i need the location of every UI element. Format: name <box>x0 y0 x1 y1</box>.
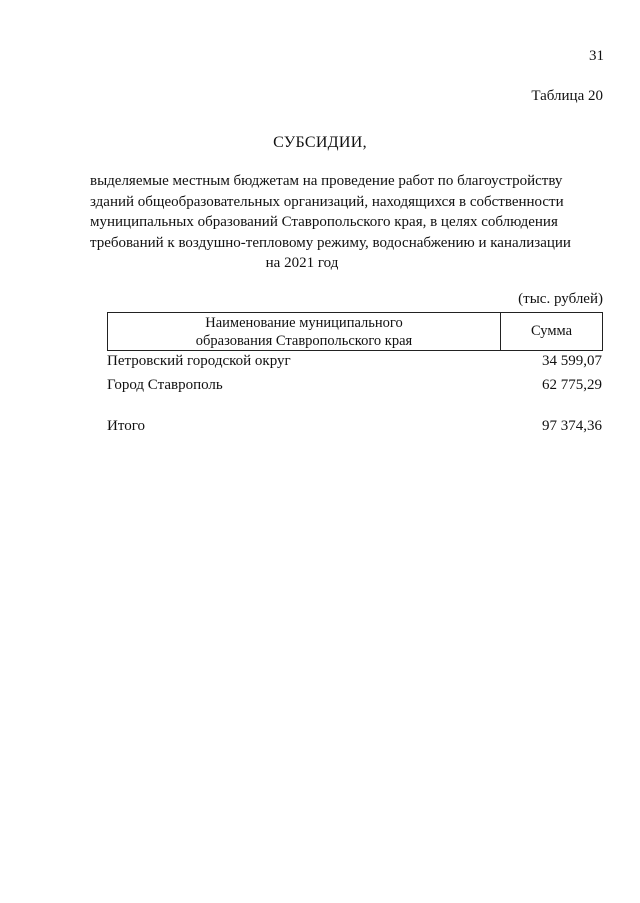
table-header <box>107 312 603 351</box>
row-name: Город Ставрополь <box>107 377 223 393</box>
document-subtitle <box>90 171 571 274</box>
column-header-name-line1: Наименование муниципального <box>205 314 403 331</box>
total-row <box>107 418 602 435</box>
row-name: Петровский городской округ <box>107 353 291 369</box>
subtitle-line: на 2021 год <box>265 255 339 271</box>
total-label: Итого <box>107 418 145 434</box>
row-amount: 34 599,07 <box>542 353 602 369</box>
table-row <box>107 377 602 394</box>
table-label: Таблица 20 <box>531 88 603 104</box>
table-row <box>107 353 602 370</box>
column-header-sum: Сумма <box>530 323 573 339</box>
subtitle-line: требований к воздушно-тепловому режиму, водоснабжению и канализации <box>90 234 571 251</box>
document-title: СУБСИДИИ, <box>273 134 367 151</box>
page-number: 31 <box>589 48 604 64</box>
subtitle-line: выделяемые местным бюджетам на проведение работ по благоустройству <box>90 173 563 189</box>
row-amount: 62 775,29 <box>542 377 602 393</box>
subtitle-line: муниципальных образований Ставропольского края, в целях соблюдения <box>90 214 558 230</box>
total-amount: 97 374,36 <box>542 418 602 434</box>
column-header-name <box>108 313 501 350</box>
subtitle-line: зданий общеобразовательных организаций, находящихся в собственности <box>90 193 564 210</box>
column-header-name-line2: образования Ставропольского края <box>195 332 413 349</box>
units-label: (тыс. рублей) <box>518 291 603 307</box>
